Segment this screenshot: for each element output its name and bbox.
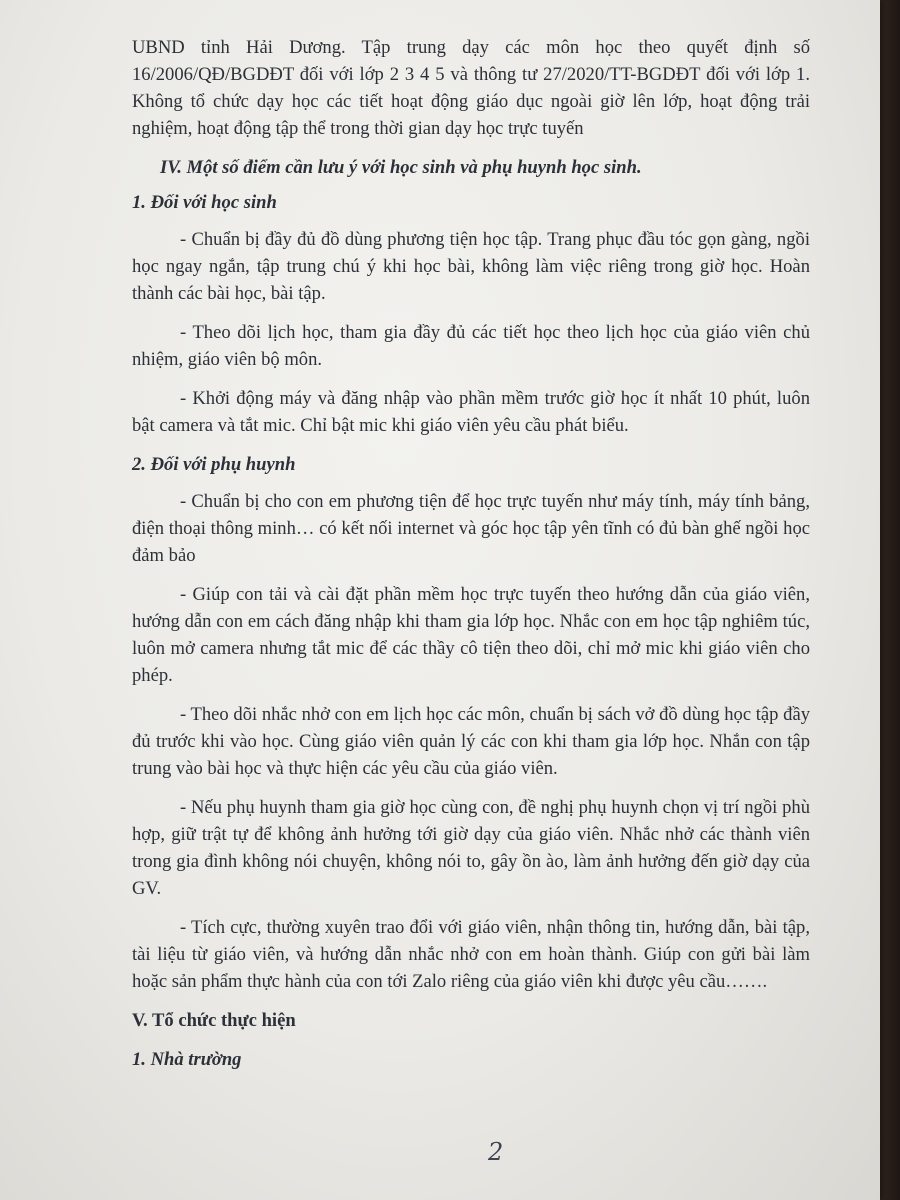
student-item-2: - Theo dõi lịch học, tham gia đầy đủ các tiết học theo lịch học của giáo viên chủ nhiệm, giáo viên bộ môn. [132,322,810,370]
section-iv-title: IV. Một số điểm cần lưu ý với học sinh và phụ huynh học sinh. [160,157,642,178]
parents-heading: 2. Đối với phụ huynh [132,454,296,475]
parent-item-2: - Giúp con tải và cài đặt phần mềm học trực tuyến theo hướng dẫn của giáo viên, hướng dẫn con em cách đăng nhập khi tham gia lớp học. Nhắc con em học tập nghiêm túc, luôn mở camera nhưng tắt mic để các thầy cô tiện theo dõi, chỉ mở mic khi giáo viên cho phép. [132,584,810,686]
school-subheading: 1. Nhà trường [132,1049,242,1070]
student-item-1: - Chuẩn bị đầy đủ đồ dùng phương tiện học tập. Trang phục đầu tóc gọn gàng, ngồi học ngay ngắn, tập trung chú ý khi học bài, không làm việc riêng trong giờ học. Hoàn thành các bài học, bài tập. [132,229,810,304]
parent-item-4: - Nếu phụ huynh tham gia giờ học cùng con, đề nghị phụ huynh chọn vị trí ngồi phù hợp, giữ trật tự để không ảnh hưởng tới giờ dạy của giáo viên. Nhắc nhở các thành viên trong gia đình không nói chuyện, không nói to, gây ồn ào, làm ảnh hưởng đến giờ dạy của GV. [132,797,810,899]
parent-item-3: - Theo dõi nhắc nhở con em lịch học các môn, chuẩn bị sách vở đồ dùng học tập đầy đủ trước khi vào học. Cùng giáo viên quản lý các con khi tham gia lớp học. Nhắn con tập trung vào bài học và thực hiện các yêu cầu của giáo viên. [132,704,810,779]
student-item-3: - Khởi động máy và đăng nhập vào phần mềm trước giờ học ít nhất 10 phút, luôn bật camera và tắt mic. Chỉ bật mic khi giáo viên yêu cầu phát biểu. [132,388,810,436]
page-number: 2 [488,1138,504,1166]
students-heading: 1. Đối với học sinh [132,192,277,213]
intro-paragraph: UBND tỉnh Hải Dương. Tập trung dạy các môn học theo quyết định số 16/2006/QĐ/BGDĐT đối với lớp 2 3 4 5 và thông tư 27/2020/TT-BGDĐT đối với lớp 1. Không tổ chức dạy học các tiết hoạt động giáo dục ngoài giờ lên lớp, hoạt động trải nghiệm, hoạt động tập thể trong thời gian dạy học trực tuyến [132,37,810,139]
document-body [132,34,810,1083]
parent-item-5: - Tích cực, thường xuyên trao đổi với giáo viên, nhận thông tin, hướng dẫn, bài tập, tài liệu từ giáo viên, và hướng dẫn nhắc nhở con em hoàn thành. Giúp con gửi bài làm hoặc sản phẩm thực hành của con tới Zalo riêng của giáo viên khi được yêu cầu……. [132,917,810,992]
parent-item-1: - Chuẩn bị cho con em phương tiện để học trực tuyến như máy tính, máy tính bảng, điện thoại thông minh… có kết nối internet và góc học tập yên tĩnh có đủ bàn ghế ngồi học đảm bảo [132,491,810,566]
section-v-title: V. Tổ chức thực hiện [132,1010,296,1031]
